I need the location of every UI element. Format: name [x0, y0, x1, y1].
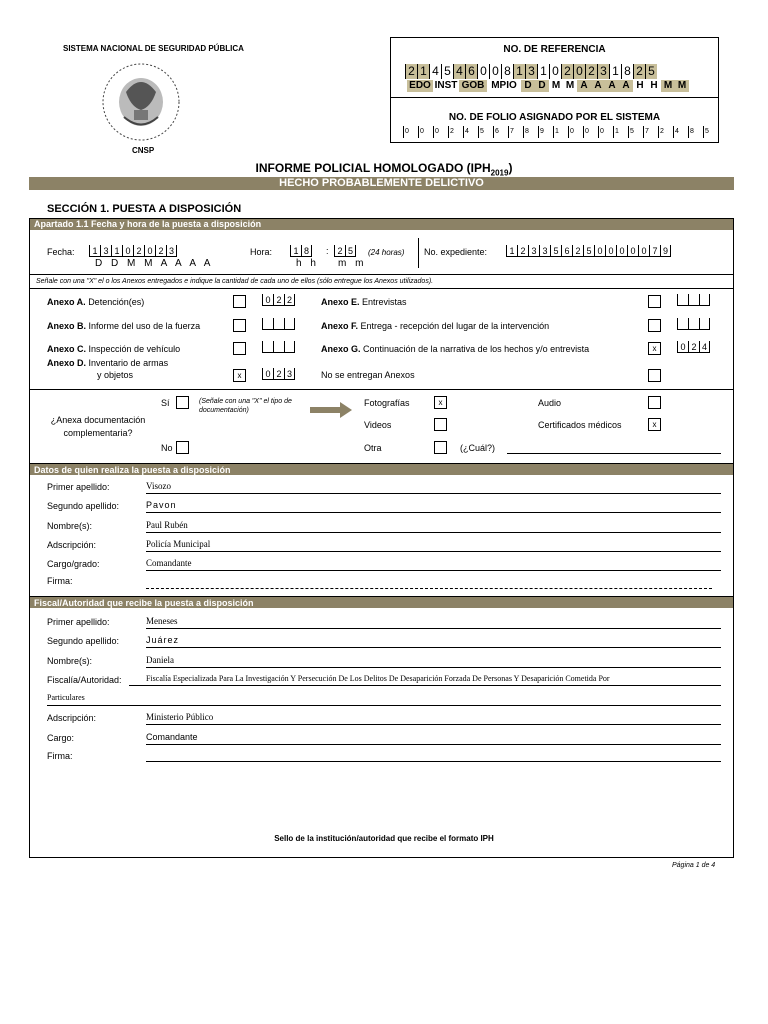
reference-title: NO. DE REFERENCIA	[503, 44, 606, 55]
form-frame	[29, 218, 734, 858]
fi-firma-field[interactable]	[146, 749, 721, 762]
reference-digit: 2	[561, 64, 573, 79]
cual-label: (¿Cuál?)	[460, 443, 496, 453]
anexo-f-label: Anexo F. Entrega - recepción del lugar de la intervención	[321, 321, 550, 331]
anexo-e-checkbox[interactable]	[648, 295, 661, 308]
qr-cargo-label: Cargo/grado:	[47, 559, 100, 569]
folio-digit: 8	[688, 126, 703, 138]
reference-digit: 3	[525, 64, 537, 79]
expediente-digit[interactable]: 0	[605, 245, 616, 257]
reference-digit: 3	[597, 64, 609, 79]
anexo-count-digit[interactable]: 2	[273, 368, 284, 380]
fecha-digit[interactable]: 1	[89, 245, 100, 257]
reference-label: A	[619, 80, 633, 92]
reference-label: M	[675, 80, 689, 92]
anexo-b-count[interactable]	[262, 318, 295, 330]
fecha-digit[interactable]: 1	[111, 245, 122, 257]
qr-segundo-apellido-field[interactable]: Pavon	[146, 500, 721, 513]
folio-digit: 0	[583, 126, 598, 138]
reference-label: D	[535, 80, 549, 92]
reference-label: H	[650, 80, 658, 91]
qr-nombre-field[interactable]: Paul Rubén	[146, 520, 721, 533]
reference-label: A	[577, 80, 591, 92]
anexo-count-digit[interactable]	[677, 294, 688, 306]
anexo-b-checkbox[interactable]	[233, 319, 246, 332]
reference-digit: 5	[441, 64, 453, 79]
folio-digit: 0	[598, 126, 613, 138]
anexo-count-digit[interactable]	[284, 341, 295, 353]
minuto-digit[interactable]: 2	[334, 245, 345, 257]
anexo-count-digit[interactable]	[699, 294, 710, 306]
page-title: INFORME POLICIAL HOMOLOGADO $(IPH_{2019})$	[255, 161, 513, 178]
hora-minutes[interactable]	[334, 245, 356, 257]
anexo-count-digit[interactable]	[273, 341, 284, 353]
reference-digit: 5	[645, 64, 657, 79]
qr-primer-apellido-field[interactable]: Visozo	[146, 481, 721, 494]
certificados-checkbox[interactable]: x	[648, 418, 661, 431]
fecha-digit[interactable]: 0	[122, 245, 133, 257]
anexo-none-label: No se entregan Anexos	[321, 370, 415, 380]
anexo-b-label: Anexo B. Informe del uso de la fuerza	[47, 321, 201, 331]
fi-cargo-label: Cargo:	[47, 733, 75, 743]
expediente-label: No. expediente:	[424, 247, 488, 257]
anexo-count-digit[interactable]: 4	[699, 341, 710, 353]
anexo-count-digit[interactable]	[284, 318, 295, 330]
anexo-e-label: Anexo E. Entrevistas	[321, 297, 407, 307]
si-checkbox[interactable]	[176, 396, 189, 409]
hora-hint-h: h h	[296, 258, 319, 269]
expediente-digit[interactable]: 7	[649, 245, 660, 257]
expediente-digit[interactable]: 3	[539, 245, 550, 257]
fotografias-checkbox[interactable]: x	[434, 396, 447, 409]
folio-digit: 2	[448, 126, 463, 138]
reference-digit: 0	[489, 64, 501, 79]
anexo-count-digit[interactable]: 0	[677, 341, 688, 353]
anexos-instruction: Señale con una "X" el o los Anexos entregados e indique la cantidad de cada uno de ellos (sólo entregue los Anexos utilizados).	[36, 278, 434, 285]
reference-digit: 2	[585, 64, 597, 79]
qr-adscripcion-label: Adscripción:	[47, 540, 97, 550]
fi-primer-apellido-field[interactable]: Meneses	[146, 616, 721, 629]
anexo-c-count[interactable]	[262, 341, 295, 353]
hora-separator: :	[326, 246, 329, 256]
fi-segundo-apellido-label: Segundo apellido:	[47, 636, 120, 646]
folio-digit: 0	[568, 126, 583, 138]
reference-label: EDO	[407, 80, 433, 92]
expediente-digit[interactable]: 1	[506, 245, 517, 257]
expediente-digit[interactable]: 3	[528, 245, 539, 257]
fi-firma-label: Firma:	[47, 751, 73, 761]
national-seal-icon	[96, 62, 186, 144]
reference-label: H	[636, 80, 644, 91]
anexo-g-count[interactable]	[677, 341, 710, 353]
folio-digit: 0	[433, 126, 448, 138]
arrow-right-icon	[310, 402, 352, 418]
fi-fiscalia-field-line2[interactable]: Particulares	[47, 693, 721, 706]
folio-digit: 0	[403, 126, 418, 138]
anexo-c-label: Anexo C. Inspección de vehículo	[47, 344, 181, 354]
reference-labels	[407, 80, 689, 92]
quien-realiza-header: Datos de quien realiza la puesta a disposición	[30, 463, 733, 475]
reference-digit: 8	[621, 64, 633, 79]
anexo-count-digit[interactable]: 0	[262, 294, 273, 306]
fecha-digit[interactable]: 3	[166, 245, 177, 257]
reference-label: M	[661, 80, 675, 92]
anexo-f-count[interactable]	[677, 318, 710, 330]
folio-digit: 2	[658, 126, 673, 138]
fi-nombre-field[interactable]: Daniela	[146, 655, 721, 668]
anexo-f-checkbox[interactable]	[648, 319, 661, 332]
anexo-d-checkbox[interactable]: x	[233, 369, 246, 382]
anexo-count-digit[interactable]: 2	[284, 294, 295, 306]
qr-primer-apellido-label: Primer apellido:	[47, 482, 110, 492]
fi-fiscalia-label: Fiscalía/Autoridad:	[47, 675, 122, 685]
si-label: Sí	[161, 398, 170, 408]
expediente-digit[interactable]: 5	[550, 245, 561, 257]
qr-cargo-field[interactable]: Comandante	[146, 558, 721, 571]
reference-digit: 6	[465, 64, 477, 79]
reference-label: D	[521, 80, 535, 92]
anexo-c-checkbox[interactable]	[233, 342, 246, 355]
sello-label: Sello de la institución/autoridad que recibe el formato IPH	[274, 834, 494, 843]
fecha-digits[interactable]	[89, 245, 177, 257]
qr-segundo-apellido-label: Segundo apellido:	[47, 501, 120, 511]
folio-title: NO. DE FOLIO ASIGNADO POR EL SISTEMA	[448, 112, 661, 123]
section-title: SECCIÓN 1. PUESTA A DISPOSICIÓN	[47, 203, 242, 215]
fiscal-header: Fiscal/Autoridad que recibe la puesta a disposición	[30, 596, 733, 608]
reference-digit: 1	[609, 64, 621, 79]
folio-digit: 5	[628, 126, 643, 138]
fecha-label: Fecha:	[47, 247, 75, 257]
hora-digit[interactable]: 1	[290, 245, 301, 257]
reference-digits	[405, 64, 657, 79]
no-label: No	[161, 443, 173, 453]
anexo-d-count[interactable]	[262, 368, 295, 380]
fi-cargo-field[interactable]: Comandante	[146, 732, 721, 745]
reference-box	[390, 37, 719, 143]
folio-digit: 0	[418, 126, 433, 138]
hora-hint-m: m m	[338, 258, 367, 269]
folio-digits	[403, 126, 718, 138]
no-checkbox[interactable]	[176, 441, 189, 454]
otra-checkbox[interactable]	[434, 441, 447, 454]
reference-label: A	[605, 80, 619, 92]
apartado-header: Apartado 1.1 Fecha y hora de la puesta a disposición	[30, 219, 733, 230]
expediente-digit[interactable]: 9	[660, 245, 671, 257]
anexo-count-digit[interactable]: 0	[262, 368, 273, 380]
qr-firma-label: Firma:	[47, 576, 73, 586]
fi-adscripcion-label: Adscripción:	[47, 713, 97, 723]
reference-digit: 2	[633, 64, 645, 79]
reference-digit: 1	[537, 64, 549, 79]
fecha-digit[interactable]: 2	[133, 245, 144, 257]
audio-checkbox[interactable]	[648, 396, 661, 409]
hora-digit[interactable]: 8	[301, 245, 312, 257]
hora-note: (24 horas)	[368, 248, 405, 257]
org-label: CNSP	[132, 146, 155, 155]
expediente-digit[interactable]: 2	[572, 245, 583, 257]
folio-digit: 5	[703, 126, 718, 138]
reference-digit: 1	[513, 64, 525, 79]
reference-digit: 0	[573, 64, 585, 79]
reference-label: A	[591, 80, 605, 92]
reference-label: M	[565, 80, 575, 91]
anexo-a-label: Anexo A. Detención(es)	[47, 297, 145, 307]
fi-adscripcion-field[interactable]: Ministerio Público	[146, 712, 721, 725]
anexo-count-digit[interactable]	[688, 318, 699, 330]
fi-nombre-label: Nombre(s):	[47, 656, 93, 666]
page-number: Página 1 de 4	[672, 862, 716, 869]
reference-digit: 0	[477, 64, 489, 79]
hora-hours[interactable]	[290, 245, 312, 257]
reference-digit: 2	[405, 64, 417, 79]
expediente-digit[interactable]: 0	[638, 245, 649, 257]
expediente-digit[interactable]: 6	[561, 245, 572, 257]
anexo-d-label: Anexo D. Inventario de armas	[47, 358, 169, 368]
anexo-count-digit[interactable]: 2	[688, 341, 699, 353]
anexo-count-digit[interactable]	[688, 294, 699, 306]
anexo-count-digit[interactable]	[262, 318, 273, 330]
folio-digit: 4	[673, 126, 688, 138]
reference-digit: 4	[453, 64, 465, 79]
expediente-digits[interactable]	[506, 245, 671, 257]
expediente-digit[interactable]: 0	[627, 245, 638, 257]
expediente-digit[interactable]: 0	[594, 245, 605, 257]
anexo-count-digit[interactable]: 3	[284, 368, 295, 380]
minuto-digit[interactable]: 5	[345, 245, 356, 257]
folio-digit: 5	[478, 126, 493, 138]
videos-checkbox[interactable]	[434, 418, 447, 431]
fotografias-label: Fotografías	[364, 398, 410, 408]
otra-label: Otra	[364, 443, 382, 453]
fecha-digit[interactable]: 3	[100, 245, 111, 257]
audio-label: Audio	[538, 398, 562, 408]
reference-digit: 1	[417, 64, 429, 79]
folio-digit: 4	[463, 126, 478, 138]
reference-digit: 4	[429, 64, 441, 79]
fecha-digit[interactable]: 2	[155, 245, 166, 257]
anexo-a-count[interactable]	[262, 294, 295, 306]
fecha-digit[interactable]: 0	[144, 245, 155, 257]
folio-digit: 1	[553, 126, 568, 138]
folio-digit: 1	[613, 126, 628, 138]
reference-digit: 8	[501, 64, 513, 79]
anexo-g-checkbox[interactable]: x	[648, 342, 661, 355]
cual-input[interactable]	[507, 440, 721, 454]
system-name: SISTEMA NACIONAL DE SEGURIDAD PÚBLICA	[63, 44, 244, 53]
qr-firma-field[interactable]	[146, 588, 712, 589]
reference-label: GOB	[459, 80, 487, 92]
folio-digit: 6	[493, 126, 508, 138]
reference-label: MPIO	[491, 80, 517, 91]
folio-digit: 7	[508, 126, 523, 138]
anexo-d-label2: y objetos	[97, 370, 134, 380]
anexo-count-digit[interactable]	[262, 341, 273, 353]
folio-digit: 9	[538, 126, 553, 138]
anexo-g-label: Anexo G. Continuación de la narrativa de los hechos y/o entrevista	[321, 344, 590, 354]
reference-label: M	[551, 80, 561, 91]
anexo-e-count[interactable]	[677, 294, 710, 306]
qr-nombre-label: Nombre(s):	[47, 521, 93, 531]
anexo-none-checkbox[interactable]	[648, 369, 661, 382]
fi-primer-apellido-label: Primer apellido:	[47, 617, 110, 627]
documentacion-note: (Señale con una "X" el tipo de documentación)	[199, 398, 292, 414]
videos-label: Videos	[364, 420, 392, 430]
anexo-count-digit[interactable]: 2	[273, 294, 284, 306]
expediente-digit[interactable]: 5	[583, 245, 594, 257]
fi-segundo-apellido-field[interactable]: Juárez	[146, 635, 721, 648]
title-banner: HECHO PROBABLEMENTE DELICTIVO	[29, 177, 734, 190]
anexo-count-digit[interactable]	[699, 318, 710, 330]
fi-fiscalia-field[interactable]: Fiscalía Especializada Para La Investigación Y Persecución De Los Delitos De Desaparición Forzada De Personas Y Desaparición Cometida Por	[129, 674, 721, 686]
reference-digit: 0	[549, 64, 561, 79]
certificados-label: Certificados médicos	[538, 420, 622, 430]
folio-digit: 7	[643, 126, 658, 138]
fecha-hint: D D M M A A A A	[95, 258, 214, 269]
hora-label: Hora:	[250, 247, 273, 257]
anexo-count-digit[interactable]	[677, 318, 688, 330]
documentacion-question: ¿Anexa documentación complementaria?	[50, 415, 146, 438]
folio-digit: 8	[523, 126, 538, 138]
anexo-count-digit[interactable]	[273, 318, 284, 330]
expediente-digit[interactable]: 2	[517, 245, 528, 257]
expediente-digit[interactable]: 0	[616, 245, 627, 257]
anexo-a-checkbox[interactable]	[233, 295, 246, 308]
reference-label: INST	[434, 80, 458, 91]
qr-adscripcion-field[interactable]: Policía Municipal	[146, 539, 721, 552]
